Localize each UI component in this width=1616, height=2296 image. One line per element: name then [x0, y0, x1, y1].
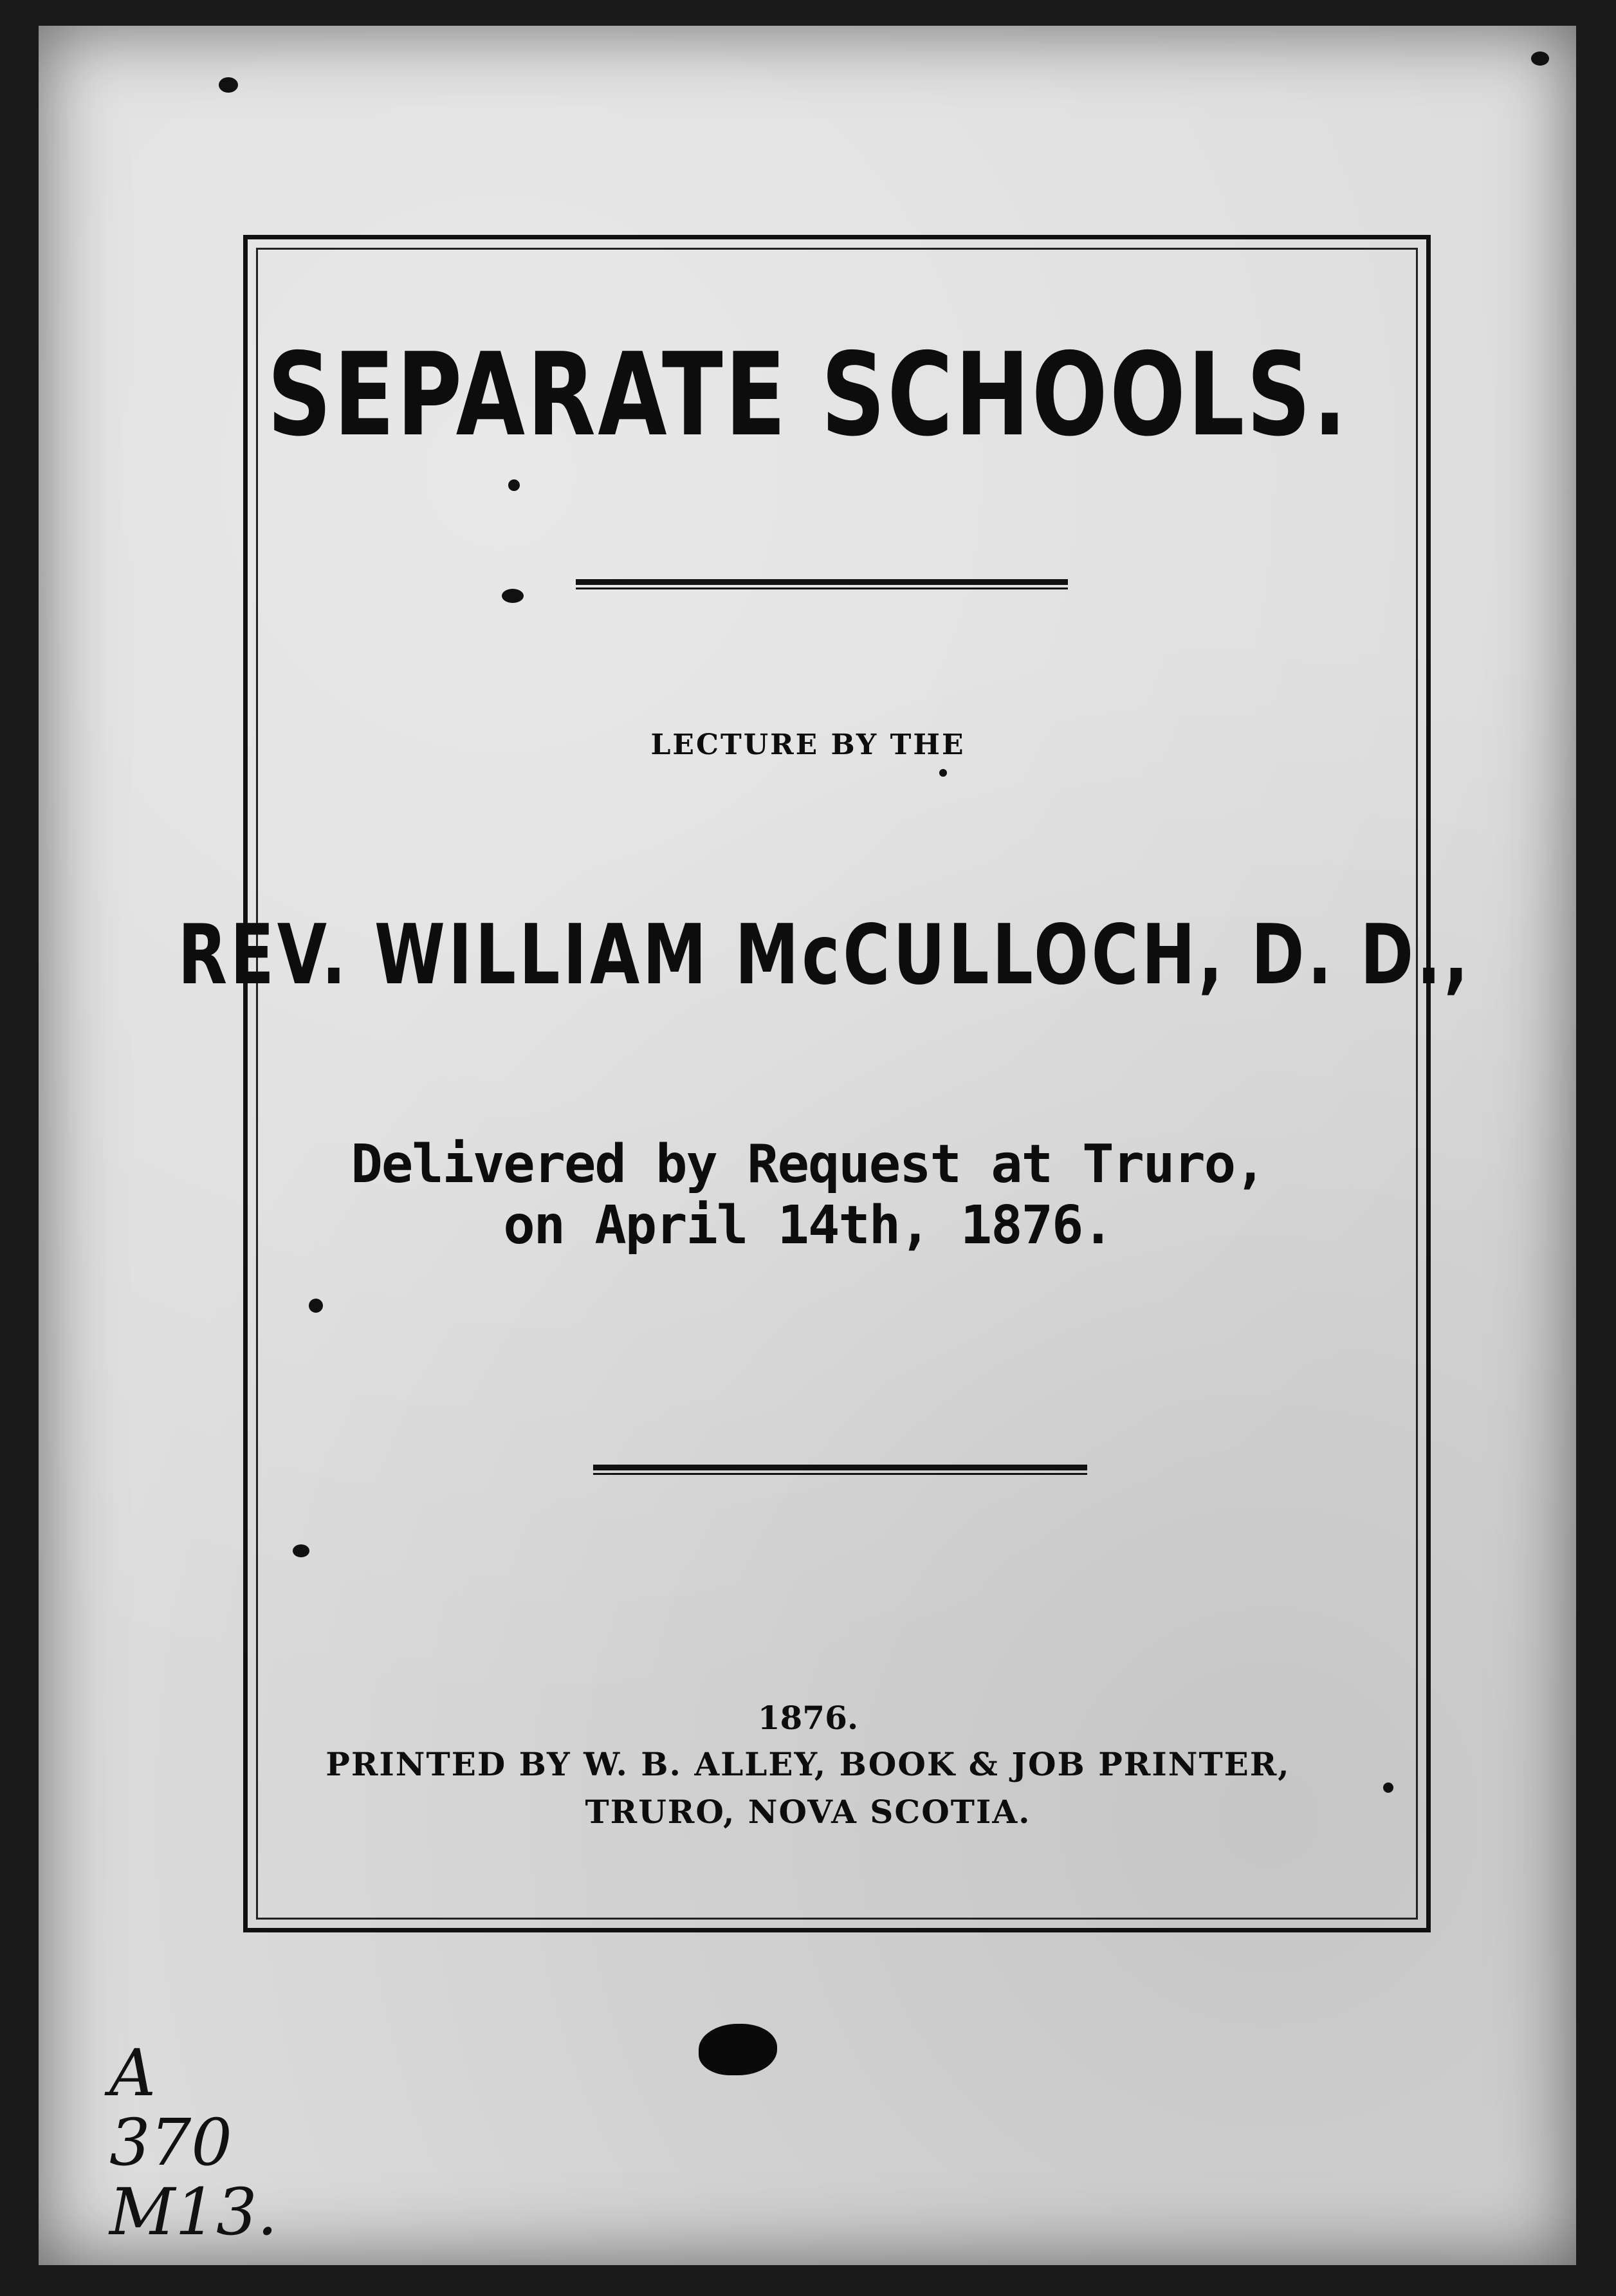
shelfmark-line: 370 — [109, 2105, 232, 2180]
imprint-year: 1876. — [757, 1699, 859, 1737]
ink-speck — [1383, 1782, 1393, 1793]
ink-speck — [219, 77, 238, 93]
ink-speck — [293, 1544, 309, 1557]
ink-speck — [502, 589, 524, 603]
ink-blot — [699, 2024, 777, 2075]
author-name: REV. WILLIAM McCULLOCH, D. D., — [178, 907, 1472, 1003]
inner-frame-border — [256, 248, 1418, 1920]
shelfmark-line: M13. — [109, 2174, 278, 2250]
lecture-by-label: LECTURE BY THE — [650, 728, 966, 761]
imprint-place: TRURO, NOVA SCOTIA. — [585, 1793, 1031, 1831]
document-title: SEPARATE SCHOOLS. — [267, 328, 1349, 461]
handwritten-shelfmark — [109, 2035, 367, 2250]
ink-speck — [1531, 51, 1549, 66]
ink-speck — [309, 1299, 323, 1313]
ink-speck — [939, 769, 947, 777]
imprint-rule — [593, 1465, 1087, 1475]
ink-speck — [508, 479, 520, 491]
delivery-location: Delivered by Request at Truro, — [351, 1134, 1265, 1195]
delivery-date: on April 14th, 1876. — [503, 1195, 1113, 1256]
title-rule — [576, 579, 1068, 589]
imprint-printer: PRINTED BY W. B. ALLEY, BOOK & JOB PRINTER, — [326, 1745, 1290, 1783]
shelfmark-line: A — [109, 2035, 156, 2111]
